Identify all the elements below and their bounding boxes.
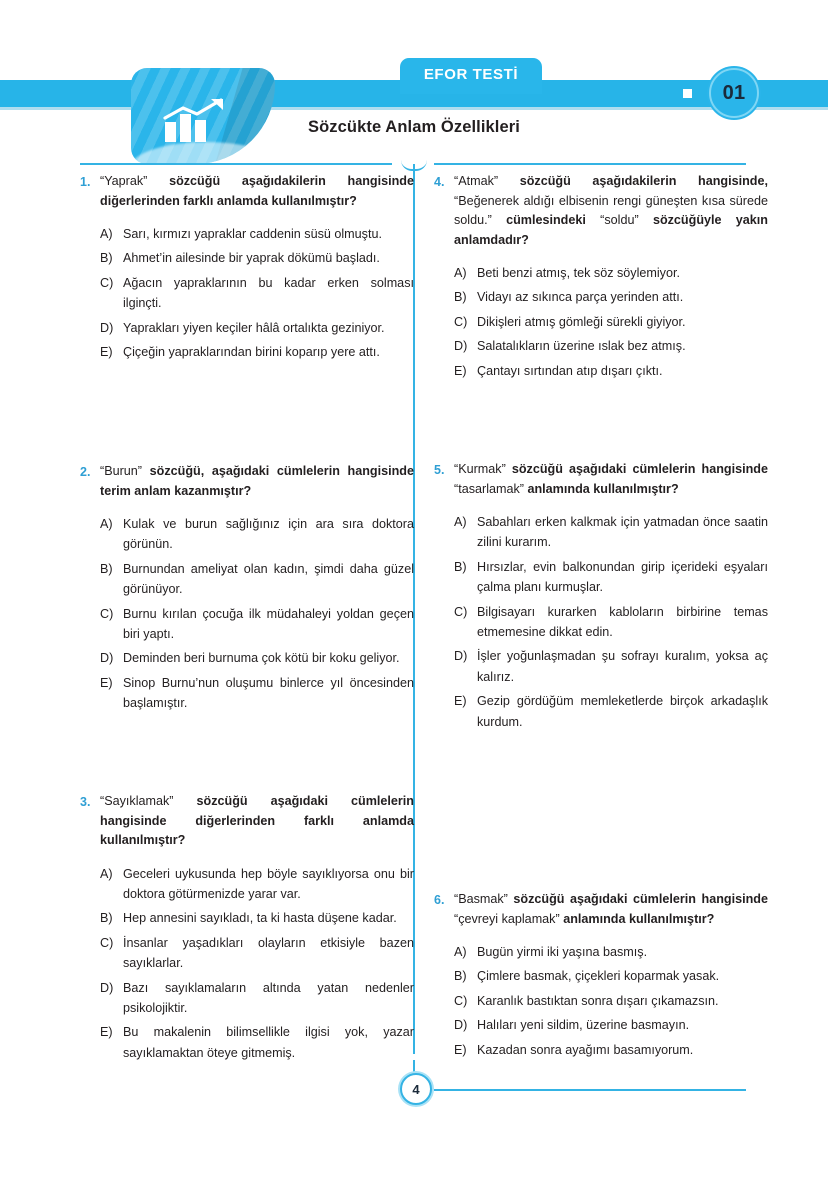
stem-part: “çevreyi kaplamak” [454,911,564,926]
option-letter: A) [454,515,467,530]
stem-part: “Basmak” [454,892,514,906]
option-text: Çantayı sırtından atıp dışarı çıktı. [477,363,663,378]
option-list [80,224,414,362]
option-text: Dikişleri atmış gömleği sürekli giyiyor. [477,314,686,329]
option-text: Salatalıkların üzerine ıslak bez atmış. [477,339,686,354]
option-text: Bazı sayıklamaların altında yatan nedenler psikolojiktir. [123,980,414,1015]
question-stem [100,172,414,211]
stem-part: sözcüğü aşağıdaki cümlelerin hangisinde [513,892,768,906]
stem-part: cümlesindeki [506,213,601,228]
option-C[interactable] [100,273,414,314]
option-letter: A) [100,517,113,532]
test-type-tab: EFOR TESTİ [400,58,542,94]
option-C[interactable] [100,604,414,645]
option-A[interactable] [454,263,768,283]
option-text: Çimlere basmak, çiçekleri koparmak yasak. [477,969,720,984]
question-4 [434,172,768,385]
question-6 [434,890,768,1064]
stem-part: “Sayıklamak” [100,794,197,808]
stem-part: “Yaprak” [100,174,170,188]
test-number-badge: 01 [709,68,759,118]
option-letter: B) [100,561,113,576]
question-number: 4. [434,175,445,189]
option-text: Kulak ve burun sağlığınız için ara sıra doktora görünün. [123,517,414,552]
page-header [0,0,828,160]
question-5 [434,460,768,736]
question-number: 2. [80,465,91,479]
option-text: İşler yoğunlaşmadan şu sofrayı kuralım, yoksa aç kalırız. [477,649,768,684]
option-A[interactable] [100,864,414,905]
option-text: Bugün yirmi iki yaşına basmış. [477,945,648,960]
question-stem [454,890,768,929]
stem-part: sözcüğü aşağıdakilerin hangisinde diğerlerinden farklı anlamda kullanılmıştır? [100,174,414,208]
option-letter: A) [454,945,467,960]
page-title: Sözcükte Anlam Özellikleri [308,118,520,136]
stem-part: sözcüğüyle yakın anlamdadır? [454,213,768,247]
question-2 [80,462,414,718]
option-letter: D) [100,320,114,335]
option-list [434,512,768,732]
page-number-badge: 4 [400,1073,432,1105]
option-D[interactable] [100,318,414,338]
question-stem [100,792,414,851]
option-letter: C) [454,314,468,329]
stem-part: “Atmak” [454,174,520,188]
option-B[interactable] [454,966,768,986]
option-letter: C) [454,993,468,1008]
option-C[interactable] [454,991,768,1011]
option-C[interactable] [454,602,768,643]
option-letter: A) [454,266,467,281]
option-letter: E) [100,1025,113,1040]
question-head [434,172,768,250]
option-B[interactable] [454,557,768,598]
option-D[interactable] [100,648,414,668]
option-E[interactable] [100,673,414,714]
page-footer [0,1060,828,1120]
option-B[interactable] [100,559,414,600]
option-text: Sabahları erken kalkmak için yatmadan önce saatin zilini kurarım. [477,515,768,550]
option-text: Ağacın yapraklarının bu kadar erken solması ilginçti. [123,275,414,311]
header-square-marker [683,89,692,98]
option-letter: E) [454,363,467,378]
option-A[interactable] [454,942,768,962]
option-list [80,514,414,714]
option-letter: C) [100,275,114,290]
option-text: Karanlık bastıktan sonra dışarı çıkamazsın. [477,993,719,1008]
stem-part: “Burun” [100,464,150,478]
option-A[interactable] [100,514,414,555]
option-text: Kazadan sonra ayağımı basamıyorum. [477,1042,694,1057]
stem-part: sözcüğü aşağıdaki cümlelerin hangisinde [511,462,768,476]
stem-part: “Kurmak” [454,462,512,476]
option-E[interactable] [100,1022,414,1063]
option-E[interactable] [454,361,768,381]
option-letter: D) [100,980,114,995]
option-letter: B) [454,559,467,574]
option-A[interactable] [100,224,414,244]
question-head [80,172,414,211]
stem-part: “soldu” [600,213,653,228]
option-text: Bu makalenin bilimsellikle ilgisi yok, yazar sayıklamaktan öteye gitmemiş. [123,1025,414,1060]
stem-part: sözcüğü aşağıdaki cümlelerin hangisinde diğerlerinden farklı anlamda kullanılmıştır? [100,794,414,848]
question-head [434,460,768,499]
top-rule-left [80,163,392,165]
stem-part: “Beğenerek aldığı elbisenin rengi güneşten kısa sürede soldu.” [454,193,768,228]
stem-part: “tasarlamak” [454,481,528,496]
option-text: Vidayı az sıkınca parça yerinden attı. [477,290,684,305]
option-letter: C) [454,604,468,619]
question-3 [80,792,414,1067]
option-E[interactable] [454,691,768,732]
option-letter: E) [100,344,113,359]
option-text: Bilgisayarı kurarken kabloların birbirine temas etmemesine dikkat edin. [477,604,768,639]
stem-part: sözcüğü, aşağıdaki cümlelerin hangisinde terim anlam kazanmıştır? [100,464,414,498]
option-letter: E) [454,694,467,709]
option-letter: C) [100,606,114,621]
footer-rule [434,1089,746,1091]
option-D[interactable] [454,336,768,356]
option-letter: D) [100,651,114,666]
option-text: Deminden beri burnuma çok kötü bir koku geliyor. [123,651,400,666]
question-head [434,890,768,929]
question-stem [100,462,414,501]
option-letter: B) [454,969,467,984]
option-text: Hırsızlar, evin balkonundan girip içerideki eşyaları çalma planı kurmuşlar. [477,559,768,595]
option-text: Beti benzi atmış, tek söz söylemiyor. [477,266,680,281]
stem-part: anlamında kullanılmıştır? [563,911,715,926]
option-D[interactable] [100,978,414,1019]
option-C[interactable] [454,312,768,332]
question-stem [454,460,768,499]
option-letter: E) [100,675,113,690]
stem-part: sözcüğü aşağıdakilerin hangisinde, [519,174,768,188]
option-text: Sarı, kırmızı yapraklar caddenin süsü olmuştu. [123,227,382,242]
option-letter: B) [100,251,113,266]
option-text: İnsanlar yaşadıkları olayların etkisiyle bazen sayıklarlar. [123,935,414,971]
option-letter: B) [100,911,113,926]
option-letter: E) [454,1042,467,1057]
option-D[interactable] [454,1015,768,1035]
option-letter: D) [454,1018,468,1033]
option-text: Sinop Burnu’nun oluşumu binlerce yıl öncesinden başlamıştır. [123,675,414,711]
option-letter: A) [100,227,113,242]
option-text: Burnu kırılan çocuğa ilk müdahaleyi yoldan geçen biri yaptı. [123,606,414,641]
option-E[interactable] [100,342,414,362]
option-B[interactable] [100,908,414,928]
option-A[interactable] [454,512,768,553]
option-B[interactable] [100,248,414,268]
option-text: Halıları yeni sildim, üzerine basmayın. [477,1018,690,1033]
option-letter: D) [454,649,468,664]
option-letter: C) [100,935,114,950]
option-list [434,942,768,1060]
option-text: Burnundan ameliyat olan kadın, şimdi daha güzel görünüyor. [123,561,414,597]
question-number: 3. [80,795,91,809]
question-1 [80,172,414,366]
question-stem [454,172,768,250]
option-text: Geceleri uykusunda hep böyle sayıklıyorsa onu bir doktora götürmenizde yarar var. [123,866,414,901]
question-head [80,792,414,851]
question-number: 5. [434,463,445,477]
option-text: Hep annesini sayıkladı, ta ki hasta düşene kadar. [123,911,397,926]
question-number: 6. [434,893,445,907]
header-bar-shadow [0,107,828,110]
option-E[interactable] [454,1040,768,1060]
option-C[interactable] [100,933,414,974]
question-sheet [0,160,828,1120]
stem-part: anlamında kullanılmıştır? [527,481,679,496]
question-number: 1. [80,175,91,189]
question-head [80,462,414,501]
option-letter: B) [454,290,467,305]
option-list [434,263,768,381]
option-text: Yaprakları yiyen keçiler hâlâ ortalıkta geziniyor. [123,320,385,335]
top-rule-right [434,163,746,165]
option-text: Ahmet’in ailesinde bir yaprak dökümü başladı. [123,251,380,266]
emblem-badge [131,68,275,164]
option-letter: A) [100,866,113,881]
option-text: Çiçeğin yapraklarından birini koparıp yere attı. [123,344,380,359]
option-B[interactable] [454,287,768,307]
option-letter: D) [454,339,468,354]
option-text: Gezip gördüğüm memleketlerde birçok arkadaşlık kurdum. [477,694,768,729]
option-D[interactable] [454,646,768,687]
option-list [80,864,414,1064]
